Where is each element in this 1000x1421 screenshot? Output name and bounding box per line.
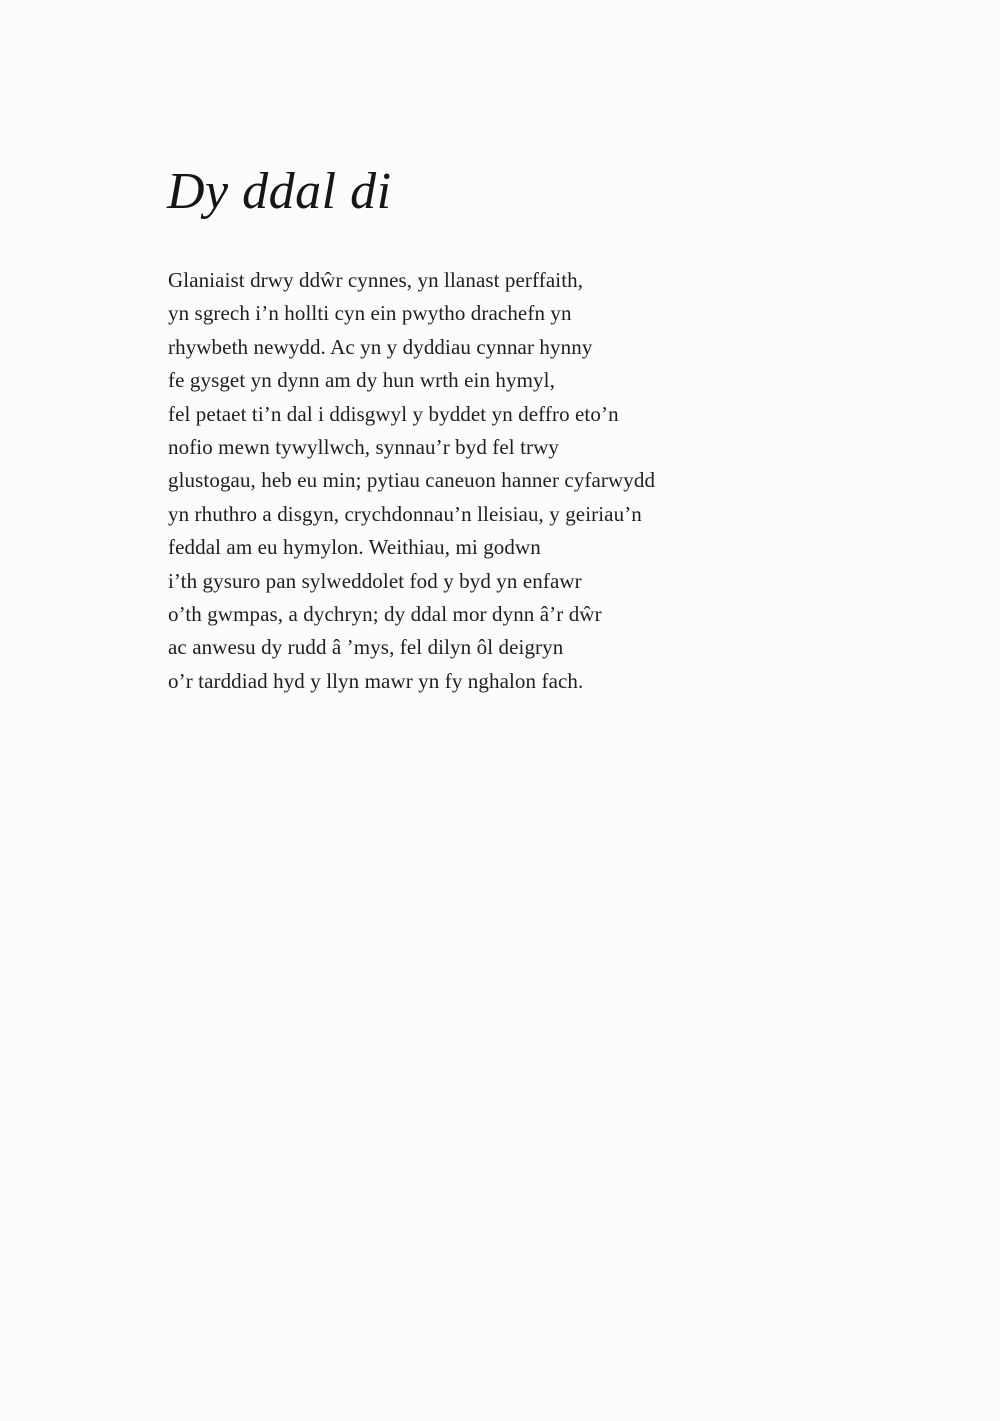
poem-line-7: glustogau, heb eu min; pytiau caneuon hanner cyfarwydd (168, 468, 656, 493)
poem-line-10: i’th gysuro pan sylweddolet fod y byd yn enfawr (168, 568, 582, 593)
poem-line-13: o’r tarddiad hyd y llyn mawr yn fy nghalon fach. (168, 668, 584, 693)
poem-line-8: yn rhuthro a disgyn, crychdonnau’n lleisiau, y geiriau’n (168, 501, 642, 526)
poem-line-6: nofio mewn tywyllwch, synnau’r byd fel trwy (168, 434, 559, 459)
poem-body (168, 264, 655, 698)
poem-line-2: yn sgrech i’n hollti cyn ein pwytho drachefn yn (168, 301, 572, 326)
poem-line-4: fe gysget yn dynn am dy hun wrth ein hymyl, (168, 368, 555, 393)
poem-line-5: fel petaet ti’n dal i ddisgwyl y byddet yn deffro eto’n (168, 401, 619, 426)
poem-line-3: rhywbeth newydd. Ac yn y dyddiau cynnar hynny (168, 334, 593, 359)
poem-line-1: Glaniaist drwy ddŵr cynnes, yn llanast perffaith, (168, 268, 584, 292)
poem-line-9: feddal am eu hymylon. Weithiau, mi godwn (168, 535, 541, 560)
poem-line-12: ac anwesu dy rudd â ’mys, fel dilyn ôl deigryn (168, 635, 564, 660)
poem-title: Dy ddal di (167, 163, 392, 220)
poem-line-11: o’th gwmpas, a dychryn; dy ddal mor dynn â’r dŵr (168, 601, 602, 626)
